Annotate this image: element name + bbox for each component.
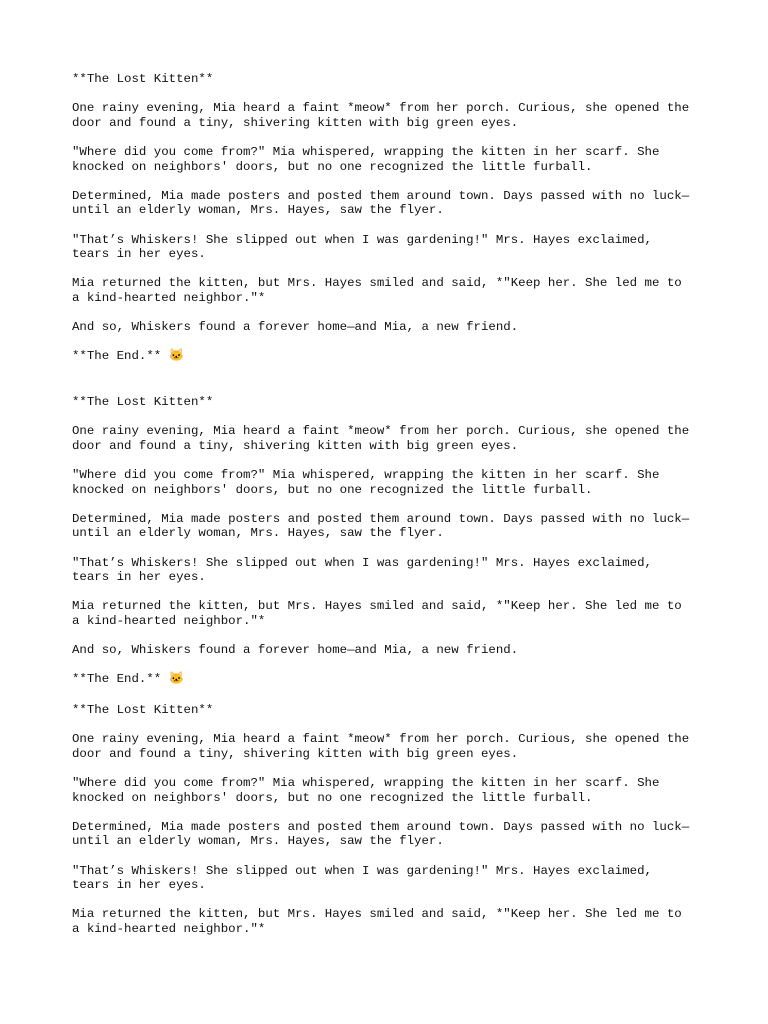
- story-paragraph: "That’s Whiskers! She slipped out when I was gardening!" Mrs. Hayes exclaimed, tears in her eyes.: [72, 863, 652, 893]
- story-block: [72, 395, 712, 701]
- story-end: **The End.** 🐱: [72, 349, 185, 364]
- story-paragraph: Determined, Mia made posters and posted them around town. Days passed with no luck— until an elderly woman, Mrs. Hayes, saw the flyer.: [72, 188, 690, 218]
- story-paragraph: One rainy evening, Mia heard a faint *meow* from her porch. Curious, she opened the door and found a tiny, shivering kitten with big green eyes.: [72, 101, 690, 130]
- story-block: [72, 703, 712, 951]
- story-end: **The End.** 🐱: [72, 672, 185, 687]
- story-paragraph: "That’s Whiskers! She slipped out when I was gardening!" Mrs. Hayes exclaimed, tears in her eyes.: [72, 555, 652, 585]
- story-paragraph: "Where did you come from?" Mia whispered, wrapping the kitten in her scarf. She knocked on neighbors' doors, but no one recognized the little furball.: [72, 144, 660, 174]
- story-block: [72, 72, 712, 378]
- story-paragraph: Determined, Mia made posters and posted them around town. Days passed with no luck— until an elderly woman, Mrs. Hayes, saw the flyer.: [72, 511, 690, 541]
- story-paragraph: "Where did you come from?" Mia whispered, wrapping the kitten in her scarf. She knocked on neighbors' doors, but no one recognized the little furball.: [72, 775, 660, 805]
- story-paragraph: Determined, Mia made posters and posted them around town. Days passed with no luck— until an elderly woman, Mrs. Hayes, saw the flyer.: [72, 819, 690, 849]
- story-paragraph: And so, Whiskers found a forever home—and Mia, a new friend.: [72, 643, 519, 658]
- story-title: **The Lost Kitten**: [72, 72, 214, 86]
- story-paragraph: Mia returned the kitten, but Mrs. Hayes smiled and said, *"Keep her. She led me to a kind-hearted neighbor."*: [72, 907, 682, 936]
- story-paragraph: Mia returned the kitten, but Mrs. Hayes smiled and said, *"Keep her. She led me to a kind-hearted neighbor."*: [72, 276, 682, 305]
- story-title: **The Lost Kitten**: [72, 395, 214, 409]
- story-title: **The Lost Kitten**: [72, 703, 214, 717]
- story-paragraph: One rainy evening, Mia heard a faint *meow* from her porch. Curious, she opened the door and found a tiny, shivering kitten with big green eyes.: [72, 732, 690, 761]
- story-paragraph: "Where did you come from?" Mia whispered, wrapping the kitten in her scarf. She knocked on neighbors' doors, but no one recognized the little furball.: [72, 467, 660, 497]
- story-paragraph: And so, Whiskers found a forever home—and Mia, a new friend.: [72, 320, 519, 335]
- story-paragraph: "That’s Whiskers! She slipped out when I was gardening!" Mrs. Hayes exclaimed, tears in her eyes.: [72, 232, 652, 262]
- story-paragraph: Mia returned the kitten, but Mrs. Hayes smiled and said, *"Keep her. She led me to a kind-hearted neighbor."*: [72, 599, 682, 628]
- story-paragraph: One rainy evening, Mia heard a faint *meow* from her porch. Curious, she opened the door and found a tiny, shivering kitten with big green eyes.: [72, 424, 690, 453]
